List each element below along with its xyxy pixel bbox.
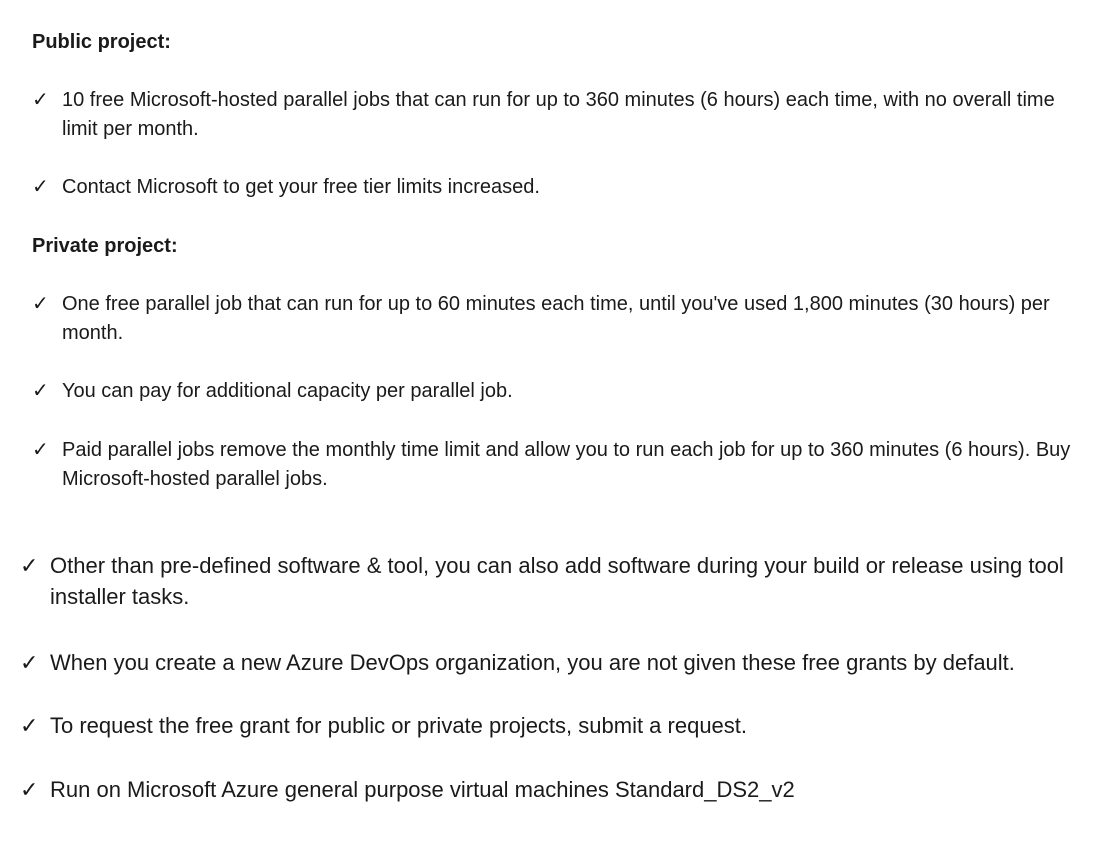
list-item-text: You can pay for additional capacity per parallel job. bbox=[62, 380, 513, 402]
list-item-text: 10 free Microsoft-hosted parallel jobs that can run for up to 360 minutes (6 hours) each time, with no overall time limit per month. bbox=[62, 89, 1055, 140]
list-item-text: To request the free grant for public or private projects, submit a request. bbox=[50, 713, 748, 738]
public-project-heading: Public project: bbox=[32, 31, 171, 53]
list-item bbox=[20, 774, 1105, 805]
list-item bbox=[20, 647, 1105, 678]
checkmark-icon: ✓ bbox=[20, 650, 39, 675]
list-item-text: When you create a new Azure DevOps organization, you are not given these free grants by default. bbox=[50, 650, 1015, 675]
list-item-text: Contact Microsoft to get your free tier limits increased. bbox=[62, 176, 540, 198]
list-item bbox=[32, 86, 1082, 144]
list-item bbox=[20, 710, 1105, 741]
checkmark-icon: ✓ bbox=[20, 553, 39, 578]
list-item bbox=[32, 377, 1082, 406]
list-item bbox=[32, 173, 1082, 202]
checkmark-icon: ✓ bbox=[32, 439, 49, 461]
checkmark-icon: ✓ bbox=[32, 293, 49, 315]
private-project-heading: Private project: bbox=[32, 235, 178, 257]
list-item bbox=[32, 436, 1092, 494]
checkmark-icon: ✓ bbox=[20, 777, 39, 802]
list-item-text: Paid parallel jobs remove the monthly time limit and allow you to run each job for up to 360 minutes (6 hours). Buy Microsoft-hosted parallel jobs. bbox=[62, 439, 1071, 490]
list-item bbox=[20, 550, 1105, 612]
list-item-text: One free parallel job that can run for up to 60 minutes each time, until you've used 1,800 minutes (30 hours) per month. bbox=[62, 293, 1050, 344]
checkmark-icon: ✓ bbox=[32, 380, 49, 402]
list-item-text: Other than pre-defined software & tool, you can also add software during your build or release using tool installer tasks. bbox=[50, 553, 1064, 609]
list-item bbox=[32, 290, 1082, 348]
checkmark-icon: ✓ bbox=[20, 713, 39, 738]
checkmark-icon: ✓ bbox=[32, 89, 49, 111]
list-item-text: Run on Microsoft Azure general purpose virtual machines Standard_DS2_v2 bbox=[50, 777, 795, 802]
checkmark-icon: ✓ bbox=[32, 176, 49, 198]
